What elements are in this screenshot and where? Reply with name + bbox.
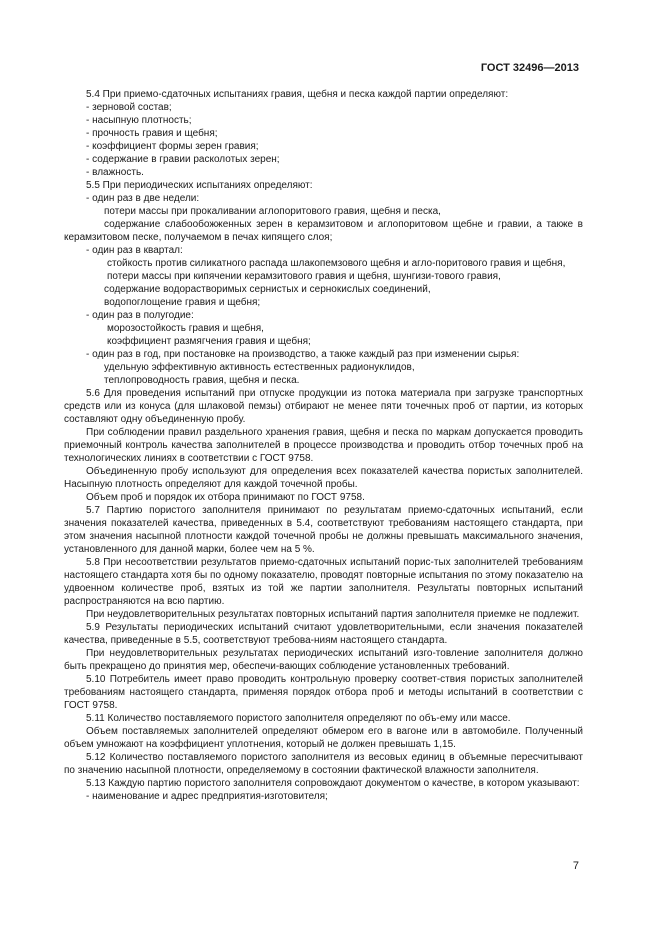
paragraph: коэффициент размягчения гравия и щебня; [107,336,311,347]
paragraph: При неудовлетворительных результатах повторных испытаний партия заполнителя приемке не подлежит. [86,609,580,620]
paragraph: - коэффициент формы зерен гравия; [86,141,259,152]
document-body [64,88,583,803]
paragraph: 5.7 Партию пористого заполнителя принимают по результатам приемо-сдаточных испытаний, если значения показателей качества, приведенных в 5.4, соответствуют требованиям настоящего стандарта, при этом значения насыпной плотности каждой точечной пробы не должны превышать максимального значения, установленного для данной марки, более чем на 5 %. [64,505,583,555]
paragraph: - один раз в квартал: [86,245,183,256]
document-header: ГОСТ 32496—2013 [480,62,579,74]
paragraph: потери массы при кипячении керамзитового гравия и щебня, шунгизи-тового гравия, [107,271,501,282]
paragraph: удельную эффективную активность естественных радионуклидов, [104,362,415,373]
paragraph: При соблюдении правил раздельного хранения гравия, щебня и песка по маркам допускается проводить приемочный контроль качества заполнителей в процессе производства и проводить отбор точечных проб на технологических линиях в соответствии с ГОСТ 9758. [64,427,583,464]
paragraph: - влажность. [86,167,144,178]
paragraph: - один раз в полугодие: [86,310,194,321]
paragraph: потери массы при прокаливании аглопоритового гравия, щебня и песка, [104,206,441,217]
paragraph: Объем поставляемых заполнителей определяют обмером его в вагоне или в автомобиле. Полученный объем умножают на коэффициент уплотнения, который не должен превышать 1,15. [64,726,583,750]
page-number: 7 [572,860,579,872]
paragraph: - наименование и адрес предприятия-изготовителя; [86,791,328,802]
paragraph: Объединенную пробу используют для определения всех показателей качества пористых заполнителей. Насыпную плотность определяют для каждой точечной пробы. [64,466,583,490]
paragraph: - один раз в год, при постановке на производство, а также каждый раз при изменении сырья: [86,349,520,360]
paragraph: теплопроводность гравия, щебня и песка. [104,375,300,386]
paragraph: - один раз в две недели: [86,193,200,204]
paragraph: 5.8 При несоответствии результатов приемо-сдаточных испытаний порис-тых заполнителей требованиям настоящего стандарта хотя бы по одному показателю, проводят повторные испытания по этому показателю на удвоенном количестве проб, взятых из той же партии заполнителя. Результаты повторных испытаний распространяются на всю партию. [64,557,583,607]
paragraph: Объем проб и порядок их отбора принимают по ГОСТ 9758. [86,492,365,503]
paragraph: - содержание в гравии расколотых зерен; [86,154,280,165]
paragraph: 5.9 Результаты периодических испытаний считают удовлетворительными, если значения показателей качества, приведенные в 5.5, соответствуют требова-ниям настоящего стандарта. [64,622,583,646]
paragraph: 5.13 Каждую партию пористого заполнителя сопровождают документом о качестве, в котором указывают: [86,778,580,789]
paragraph: 5.11 Количество поставляемого пористого заполнителя определяют по объ-ему или массе. [86,713,511,724]
paragraph: 5.10 Потребитель имеет право проводить контрольную проверку соответ-ствия пористых заполнителей требованиям настоящего стандарта, применяя порядок отбора проб и методы испытаний в соответствии с ГОСТ 9758. [64,674,583,711]
paragraph: - насыпную плотность; [86,115,192,126]
paragraph: водопоглощение гравия и щебня; [104,297,261,308]
paragraph: - прочность гравия и щебня; [86,128,218,139]
paragraph: морозостойкость гравия и щебня, [107,323,264,334]
paragraph: - зерновой состав; [86,102,172,113]
paragraph: 5.5 При периодических испытаниях определяют: [86,180,313,191]
paragraph: содержание слабообожженных зерен в керамзитовом и аглопоритовом щебне и гравии, а также в керамзитовом песке, получаемом в печах кипящего слоя; [64,219,583,243]
paragraph: 5.12 Количество поставляемого пористого заполнителя из весовых единиц в объемные пересчитывают по значению насыпной плотности, определяемому в состоянии фактической влажности заполнителя. [64,752,583,776]
paragraph: При неудовлетворительных результатах периодических испытаний изго-товление заполнителя должно быть прекращено до принятия мер, обеспечи-вающих соблюдение установленных требований. [64,648,583,672]
paragraph: стойкость против силикатного распада шлакопемзового щебня и агло-поритового гравия и щебня, [107,258,566,269]
paragraph: 5.4 При приемо-сдаточных испытаниях гравия, щебня и песка каждой партии определяют: [86,89,509,100]
paragraph: 5.6 Для проведения испытаний при отпуске продукции из потока материала при загрузке транспортных средств или из конуса (для шлаковой пемзы) отбирают не менее пяти точечных проб от партии, из которых составляют одну объединенную пробу. [64,388,583,425]
paragraph: содержание водорастворимых сернистых и сернокислых соединений, [104,284,431,295]
